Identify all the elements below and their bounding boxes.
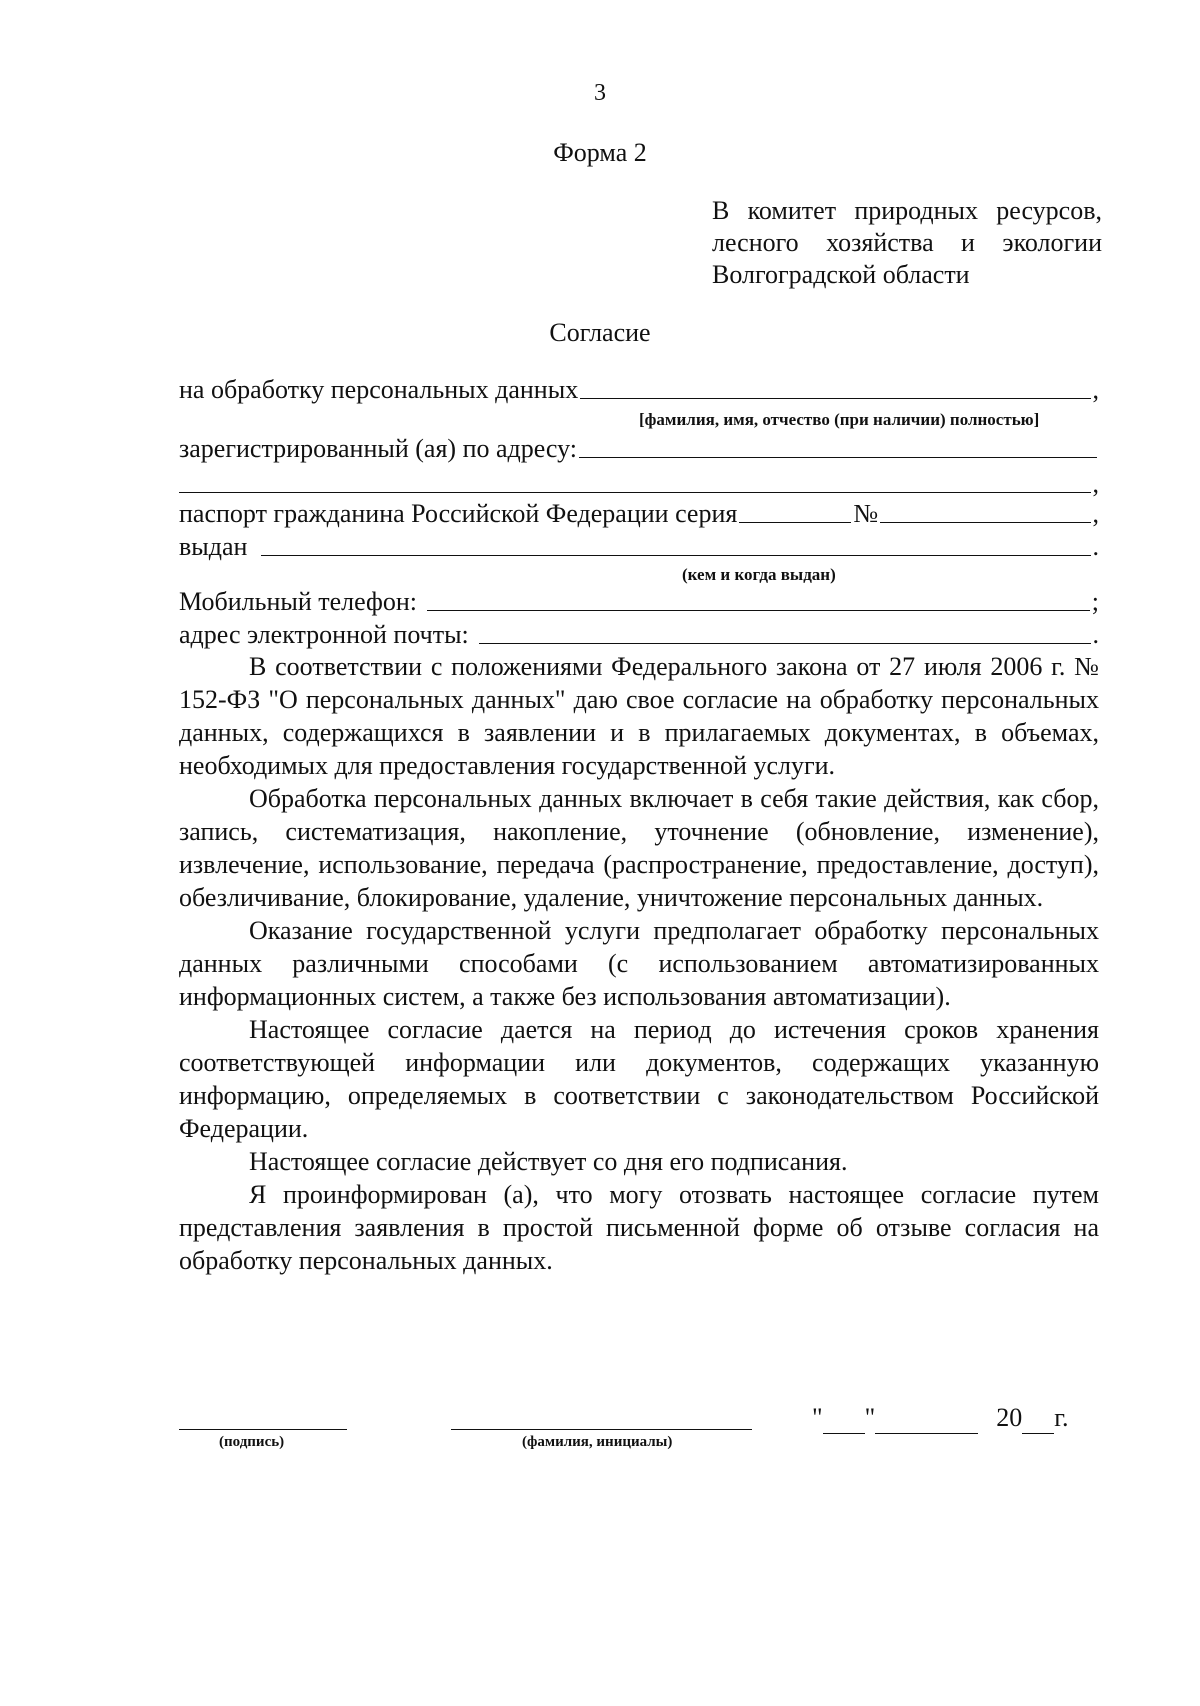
date-day-blank[interactable] (823, 1409, 865, 1434)
processing-label: на обработку персональных данных (179, 375, 579, 404)
passport-series-blank[interactable] (739, 522, 851, 523)
passport-number-blank[interactable] (880, 522, 1090, 523)
address-blank[interactable] (579, 457, 1097, 458)
form-label: Форма 2 (553, 138, 647, 167)
phone-label: Мобильный телефон: (179, 587, 417, 616)
date-field: " " 20 г. (812, 1403, 1069, 1432)
address-label: зарегистрированный (ая) по адресу: (179, 434, 578, 463)
address-field-row (179, 433, 1099, 465)
date-year-suffix: г. (1054, 1403, 1069, 1432)
paragraph-1: В соответствии с положениями Федерального закона от 27 июля 2006 г. № 152-ФЗ "О персональных данных" даю свое согласие на обработку персональных данных, содержащихся в заявлении и в прилагаемых документах, в объемах, необходимых для предоставления государственной услуги. (179, 652, 1099, 780)
paragraph-3: Оказание государственной услуги предполагает обработку персональных данных различными способами (с использованием автоматизированных информационных систем, а также без использования автоматизации). (179, 916, 1099, 1011)
addressee-line-1: В комитет природных ресурсов, (712, 196, 1102, 225)
name-initials-caption: (фамилия, инициалы) (522, 1434, 673, 1450)
page-number: 3 (594, 80, 606, 106)
issued-blank[interactable] (261, 555, 1090, 556)
issued-field-row: выдан . (179, 532, 1099, 561)
full-name-blank[interactable] (580, 398, 1090, 399)
address-continuation-row: , (179, 468, 1099, 500)
date-month-blank[interactable] (875, 1409, 978, 1434)
signature-row (0, 1402, 1200, 1462)
phone-blank[interactable] (427, 610, 1090, 611)
phone-field-row: Мобильный телефон: ; (179, 587, 1099, 616)
passport-label: паспорт гражданина Российской Федерации серия (179, 499, 738, 528)
addressee-line-3: Волгоградской области (712, 260, 970, 289)
signature-caption: (подпись) (219, 1434, 285, 1450)
paragraph-4: Настоящее согласие дается на период до истечения сроков хранения соответствующей информации или документов, содержащих указанную информацию, определяемых в соответствии с законодательством Российской Федерации. (179, 1015, 1099, 1143)
email-label: адрес электронной почты: (179, 620, 469, 649)
document-title: Согласие (549, 318, 651, 347)
signature-line[interactable] (179, 1429, 347, 1430)
full-name-initials-line[interactable] (451, 1429, 752, 1430)
passport-field-row: паспорт гражданина Российской Федерации серия № , (179, 499, 1099, 528)
addressee-line-2: лесного хозяйства и экологии (712, 228, 1102, 257)
email-blank[interactable] (479, 643, 1091, 644)
email-field-row: адрес электронной почты: . (179, 620, 1099, 649)
issued-caption: (кем и когда выдан) (682, 565, 836, 584)
paragraph-2: Обработка персональных данных включает в себя такие действия, как сбор, запись, систематизация, накопление, уточнение (обновление, изменение), извлечение, использование, передача (распространение, предоставление, доступ), обезличивание, блокирование, удаление, уничтожение персональных данных. (179, 784, 1099, 912)
paragraph-6: Я проинформирован (а), что могу отозвать настоящее согласие путем представления заявления в простой письменной форме об отзыве согласия на обработку персональных данных. (179, 1180, 1099, 1275)
date-year-prefix: 20 (996, 1403, 1023, 1432)
name-field-row: на обработку персональных данных , (179, 375, 1099, 404)
name-caption: [фамилия, имя, отчество (при наличии) полностью] (639, 410, 1040, 429)
addressee-block (712, 195, 1102, 291)
passport-number-sign: № (853, 499, 879, 528)
paragraph-5: Настоящее согласие действует со дня его подписания. (249, 1147, 848, 1176)
issued-label: выдан (179, 532, 248, 561)
date-year-blank[interactable] (1022, 1409, 1054, 1434)
address-continuation-blank[interactable] (179, 492, 1091, 493)
consent-body (179, 650, 1099, 1277)
